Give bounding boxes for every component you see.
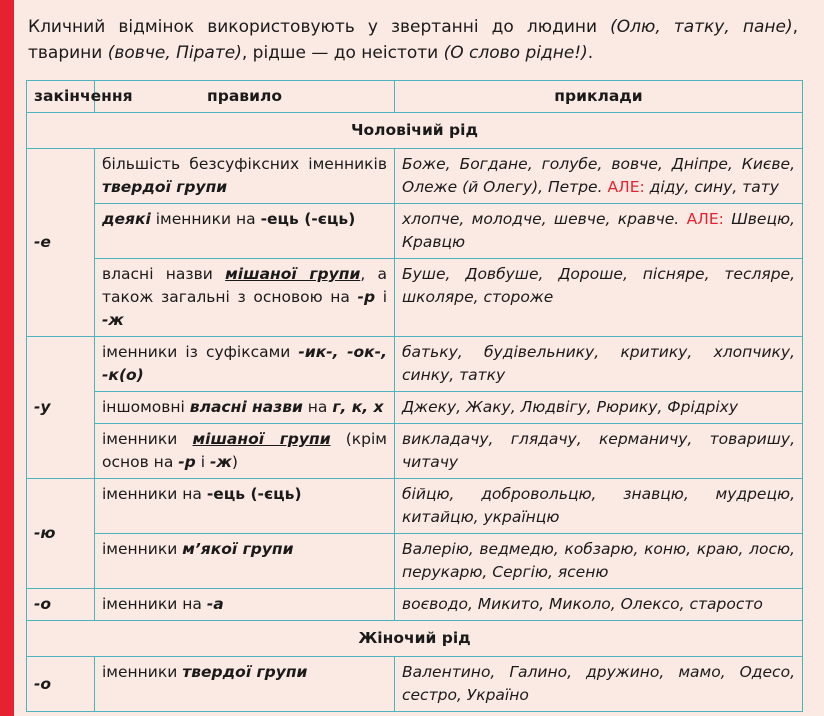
- section-feminine: Жіночий рід: [27, 621, 803, 657]
- table-row: [27, 204, 803, 259]
- table-row: [27, 259, 803, 337]
- ending-cell: -е: [27, 149, 95, 337]
- intro-example-3: (О слово рідне!): [443, 43, 588, 63]
- intro-text-1: Кличний відмінок використовують у звертанні до людини: [28, 17, 611, 37]
- header-ending: закінчення: [27, 81, 95, 113]
- examples-cell: Боже, Богдане, голубе, вовче, Дніпре, Києве, Олеже (й Олегу), Петре. АЛЕ: діду, сину, тату: [395, 149, 803, 204]
- table-row: [27, 424, 803, 479]
- examples-cell: Буше, Довбуше, Дороше, пісняре, тесляре, школяре, стороже: [395, 259, 803, 337]
- ending-cell: -о: [27, 657, 95, 712]
- ending-cell: -у: [27, 337, 95, 479]
- rule-cell: іменники із суфіксами -ик-, -ок-, -к(о): [95, 337, 395, 392]
- examples-cell: викладачу, глядачу, керманичу, товаришу, читачу: [395, 424, 803, 479]
- ale-label: АЛЕ:: [686, 210, 724, 228]
- vocative-endings-table: [26, 80, 803, 712]
- examples-cell: батьку, будівельнику, критику, хлопчику, синку, татку: [395, 337, 803, 392]
- intro-paragraph: [28, 14, 798, 66]
- rule-cell: іменники твердої групи: [95, 657, 395, 712]
- rule-cell: деякі іменники на -ець (-єць): [95, 204, 395, 259]
- rule-cell: іменники на -ець (-єць): [95, 479, 395, 534]
- ale-label: АЛЕ:: [607, 178, 645, 196]
- header-rule: правило: [95, 81, 395, 113]
- intro-text-2: , тварини: [28, 17, 798, 63]
- table-row: [27, 657, 803, 712]
- examples-cell: бійцю, добровольцю, знавцю, мудрецю, китайцю, українцю: [395, 479, 803, 534]
- examples-cell: воєводо, Микито, Миколо, Олексо, старосто: [395, 589, 803, 621]
- rule-cell: власні назви мішаної групи, а також загальні з основою на -р і -ж: [95, 259, 395, 337]
- red-margin-bar: [0, 0, 14, 716]
- header-row: [27, 81, 803, 113]
- examples-cell: Джеку, Жаку, Людвігу, Рюрику, Фрідріху: [395, 392, 803, 424]
- section-masculine: Чоловічий рід: [27, 113, 803, 149]
- rule-cell: іменники на -а: [95, 589, 395, 621]
- ending-cell: -ю: [27, 479, 95, 589]
- rule-cell: іменники м’якої групи: [95, 534, 395, 589]
- ending-cell: -о: [27, 589, 95, 621]
- table-row: [27, 479, 803, 534]
- table-row: [27, 589, 803, 621]
- examples-cell: Валерію, ведмедю, кобзарю, коню, краю, лосю, перукарю, Сергію, ясеню: [395, 534, 803, 589]
- examples-cell: Валентино, Галино, дружино, мамо, Одесо, сестро, Україно: [395, 657, 803, 712]
- table-row: [27, 149, 803, 204]
- header-examples: приклади: [395, 81, 803, 113]
- examples-cell: хлопче, молодче, шевче, кравче. АЛЕ: Швецю, Кравцю: [395, 204, 803, 259]
- table-row: [27, 392, 803, 424]
- table-row: [27, 337, 803, 392]
- intro-example-1: (Олю, татку, пане): [610, 17, 793, 37]
- rule-cell: іменники мішаної групи (крім основ на -р і -ж): [95, 424, 395, 479]
- table-row: [27, 534, 803, 589]
- intro-example-2: (вовче, Пірате): [107, 43, 242, 63]
- section-row: [27, 621, 803, 657]
- intro-text-3: , рідше — до неістоти: [241, 43, 444, 63]
- rule-cell: більшість безсуфіксних іменників твердої групи: [95, 149, 395, 204]
- section-row: [27, 113, 803, 149]
- rule-cell: іншомовні власні назви на г, к, х: [95, 392, 395, 424]
- intro-text-4: .: [587, 43, 594, 63]
